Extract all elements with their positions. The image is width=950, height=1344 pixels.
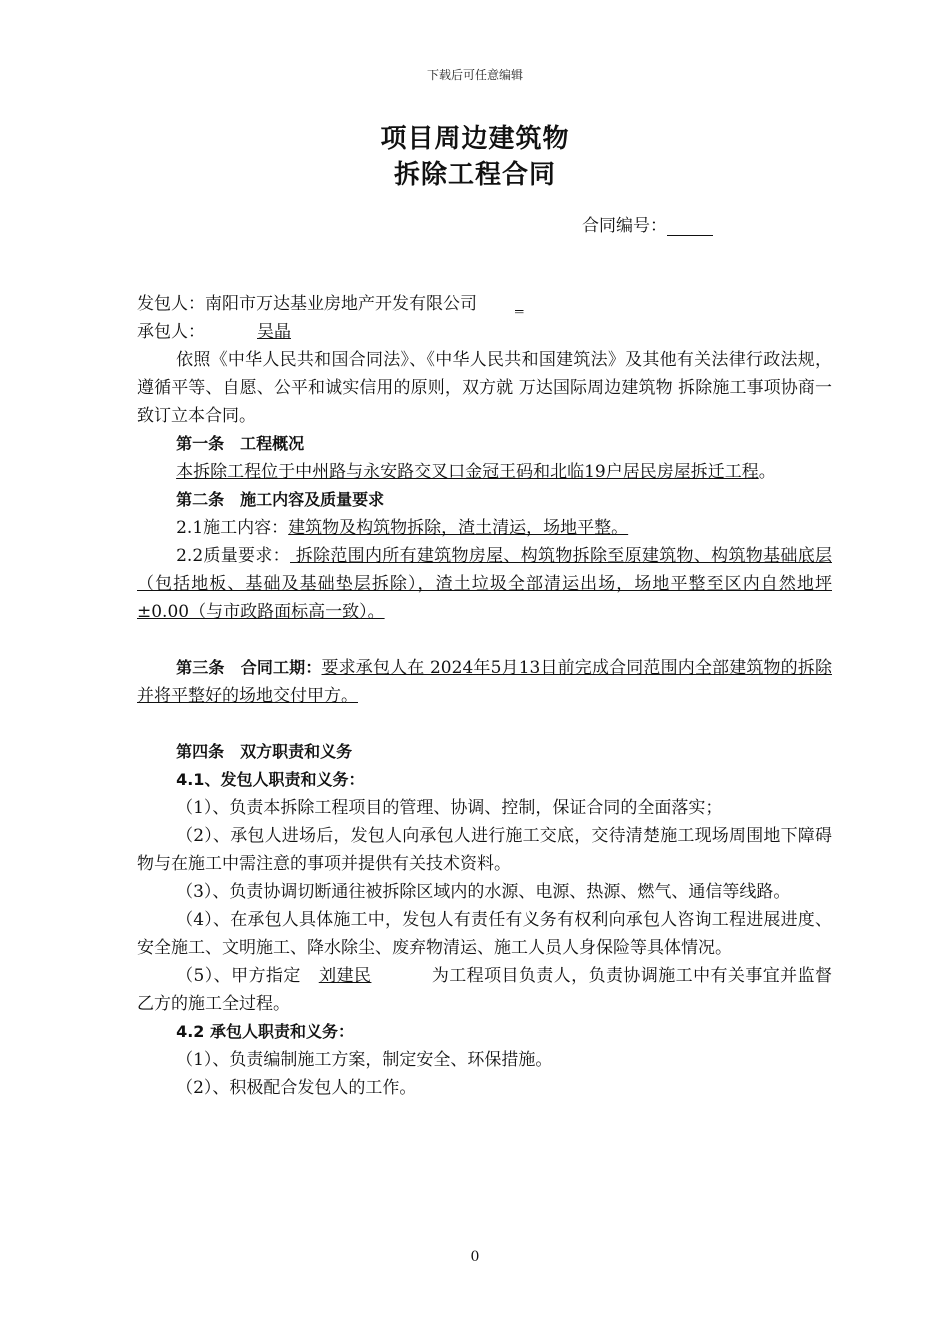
contractor-name-field xyxy=(205,322,311,342)
article-2-item-1: 2.1施工内容：建筑物及构筑物拆除，渣土清运，场地平整。 xyxy=(176,518,629,538)
issuer-line xyxy=(137,290,832,318)
article-1-heading: 第一条 工程概况 xyxy=(176,434,305,453)
section-4-2-heading: 4.2 承包人职责和义务： xyxy=(176,1022,355,1041)
section-4-1-item-2: （2）、承包人进场后，发包人向承包人进行施工交底，交待清楚施工现场周围地下障碍物与在施工中需注意的事项并提供有关技术资料。 xyxy=(137,826,832,874)
project-manager-name: 刘建民 xyxy=(318,966,372,986)
section-4-1-heading: 4.1、发包人职责和义务： xyxy=(176,770,365,789)
section-4-1-item-3: （3）、负责协调切断通往被拆除区域内的水源、电源、热源、燃气、通信等线路。 xyxy=(176,882,791,902)
section-4-2-item-1: （1）、负责编制施工方案，制定安全、环保措施。 xyxy=(176,1050,553,1070)
article-1-text: 本拆除工程位于中州路与永安路交叉口金冠王码和北临19户居民房屋拆迁工程。 xyxy=(176,462,776,482)
document-body xyxy=(137,290,832,1102)
contract-number-label: 合同编号： xyxy=(582,216,667,236)
document-title-line-1: 项目周边建筑物 xyxy=(380,124,570,154)
page-number: 0 xyxy=(470,1249,480,1265)
section-4-1-item-5: （5）、甲方指定 刘建民 为工程项目负责人，负责协调施工中有关事宜并监督乙方的施工全过程。 xyxy=(137,966,833,1014)
contractor-line xyxy=(137,318,832,346)
page-header-note: 下载后可任意编辑 xyxy=(426,68,523,82)
contractor-name: 吴晶 xyxy=(257,322,291,342)
intro-paragraph: 依照《中华人民共和国合同法》、《中华人民共和国建筑法》及其他有关法律行政法规，遵循平等、自愿、公平和诚实信用的原则，双方就 万达国际周边建筑物 拆除施工事项协商一致订立本合同。 xyxy=(137,350,832,426)
section-4-2-item-2: （2）、积极配合发包人的工作。 xyxy=(176,1078,417,1098)
issuer-name: 南阳市万达基业房地产开发有限公司 xyxy=(205,294,477,314)
issuer-tail: _ xyxy=(515,294,524,314)
article-3: 第三条 合同工期：要求承包人在 2024年5月13日前完成合同范围内全部建筑物的拆除并将平整好的场地交付甲方。 xyxy=(137,658,832,706)
issuer-label: 发包人： xyxy=(137,294,205,314)
document-title-line-2: 拆除工程合同 xyxy=(393,160,556,190)
article-2-item-2: 2.2质量要求： 拆除范围内所有建筑物房屋、构筑物拆除至原建筑物、构筑物基础底层（包括地板、基础及基础垫层拆除），渣土垃圾全部清运出场，场地平整至区内自然地坪±0.00（与市政路面标高一致）。 xyxy=(137,546,832,622)
section-4-1-item-1: （1）、负责本拆除工程项目的管理、协调、控制，保证合同的全面落实； xyxy=(176,798,723,818)
section-4-1-item-4: （4）、在承包人具体施工中，发包人有责任有义务有权利向承包人咨询工程进展进度、安全施工、文明施工、降水除尘、废弃物清运、施工人员人身保险等具体情况。 xyxy=(137,910,832,958)
article-2-heading: 第二条 施工内容及质量要求 xyxy=(176,490,385,509)
contract-number-blank xyxy=(667,217,713,236)
contractor-label: 承包人： xyxy=(137,322,205,342)
contract-number xyxy=(582,211,713,236)
article-4-heading: 第四条 双方职责和义务 xyxy=(176,742,353,761)
project-manager-field xyxy=(301,966,432,986)
